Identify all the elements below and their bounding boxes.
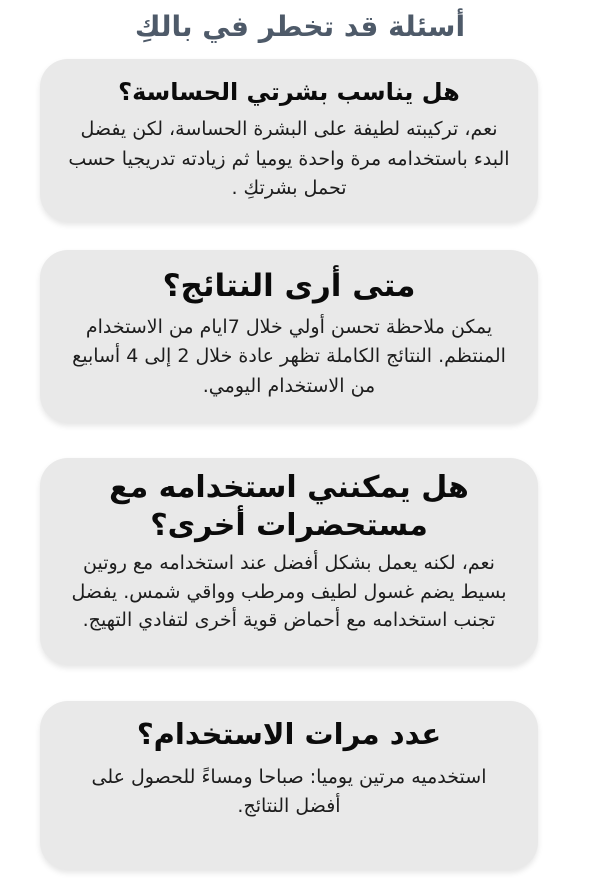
faq-answer: استخدميه مرتين يوميا: صباحا ومساءً للحصول على أفضل النتائج. <box>91 765 487 818</box>
faq-question: عدد مرات الاستخدام؟ <box>136 717 442 752</box>
faq-card <box>40 458 538 665</box>
faq-answer: يمكن ملاحظة تحسن أولي خلال 7ايام من الاستخدام المنتظم. النتائج الكاملة تظهر عادة خلال 2 إلى 4 أسابيع من الاستخدام اليومي. <box>72 315 506 397</box>
faq-answer: نعم، تركيبته لطيفة على البشرة الحساسة، لكن يفضل البدء باستخدامه مرة واحدة يوميا ثم زيادته تدريجيا حسب تحمل بشرتكِ . <box>68 118 510 200</box>
faq-card <box>40 701 538 870</box>
faq-question: متى أرى النتائج؟ <box>162 267 416 304</box>
faq-question: هل يمكنني استخدامه مع مستحضرات أخرى؟ <box>109 470 469 543</box>
faq-answer: نعم، لكنه يعمل بشكل أفضل عند استخدامه مع روتين بسيط يضم غسول لطيف ومرطب وواقي شمس. يفضل تجنب استخدامه مع أحماض قوية أخرى لتفادي التهيج. <box>71 552 507 632</box>
faq-question: هل يناسب بشرتي الحساسة؟ <box>118 78 460 106</box>
faq-card-list <box>0 59 600 870</box>
page-title: أسئلة قد تخطر في بالكِ <box>134 10 466 43</box>
faq-card <box>40 59 538 222</box>
faq-card <box>40 250 538 424</box>
